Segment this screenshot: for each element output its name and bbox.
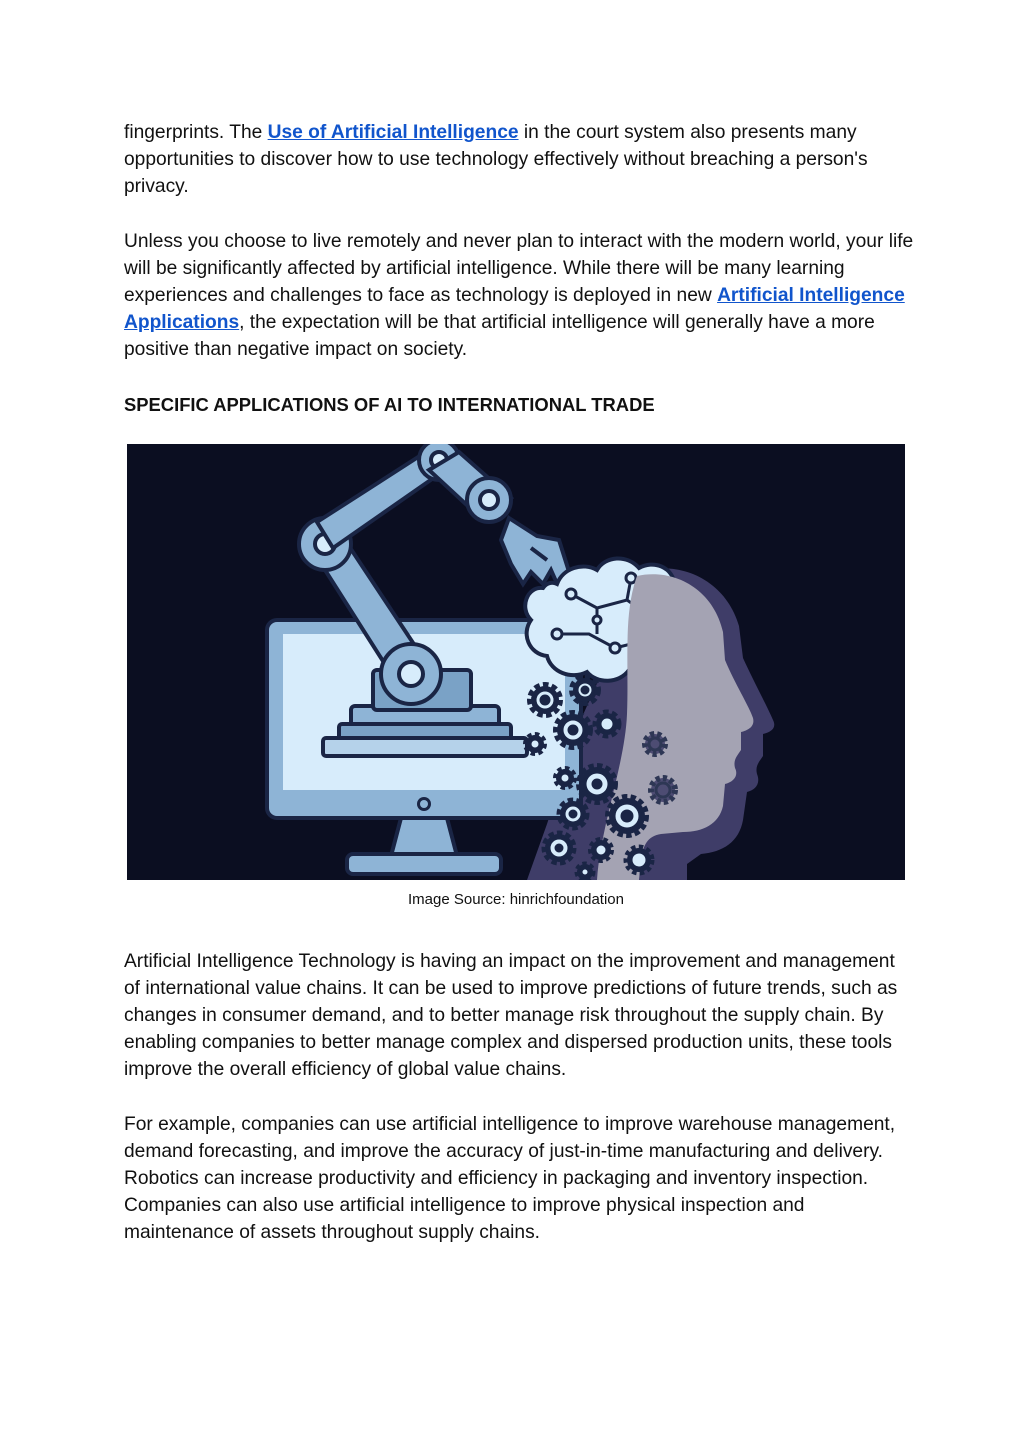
paragraph-text: in the court system also presents many opportunities to discover how to use technology effectively without breaching a person's privacy.	[124, 122, 868, 198]
paragraph-value-chains: Artificial Intelligence Technology is having an impact on the improvement and management of international value chains. It can be used to improve predictions of future trends, such as changes in consumer demand, and to better manage risk throughout the supply chain. By enabling companies to better manage complex and dispersed production units, these tools improve the overall efficiency of global value chains.	[124, 950, 898, 1081]
paragraph-modern-world	[124, 228, 914, 364]
link-use-of-ai[interactable]: Use of Artificial Intelligence	[267, 122, 519, 143]
robot-arm-ai-head-image	[127, 444, 905, 880]
ai-illustration-figure	[127, 444, 905, 880]
document-page	[124, 119, 914, 1247]
section-heading: SPECIFIC APPLICATIONS OF AI TO INTERNATIONAL TRADE	[124, 393, 655, 415]
figure-caption: Image Source: hinrichfoundation	[408, 890, 624, 908]
monitor-base	[347, 854, 501, 874]
robot-base-bottom	[323, 738, 527, 756]
paragraph-examples: For example, companies can use artificial intelligence to improve warehouse management, demand forecasting, and improve the accuracy of just-in-time manufacturing and delivery. Robotics can increase productivity and efficiency in packaging and inventory inspection. Companies can also use artificial intelligence to improve physical inspection and maintenance of assets throughout supply chains.	[124, 1113, 896, 1244]
paragraph-text: Unless you choose to live remotely and never plan to interact with the modern world, your life will be significantly affected by artificial intelligence. While there will be many learning experiences and challenges to face as technology is deployed in new	[124, 230, 914, 307]
paragraph-text: fingerprints. The	[124, 122, 268, 143]
monitor-stand	[391, 818, 457, 856]
paragraph-text: , the expectation will be that artificial intelligence will generally have a more positive than negative impact on society.	[124, 312, 875, 361]
paragraph-court-system	[124, 119, 914, 201]
link-ai-applications[interactable]: Artificial Intelligence Applications	[124, 285, 905, 334]
